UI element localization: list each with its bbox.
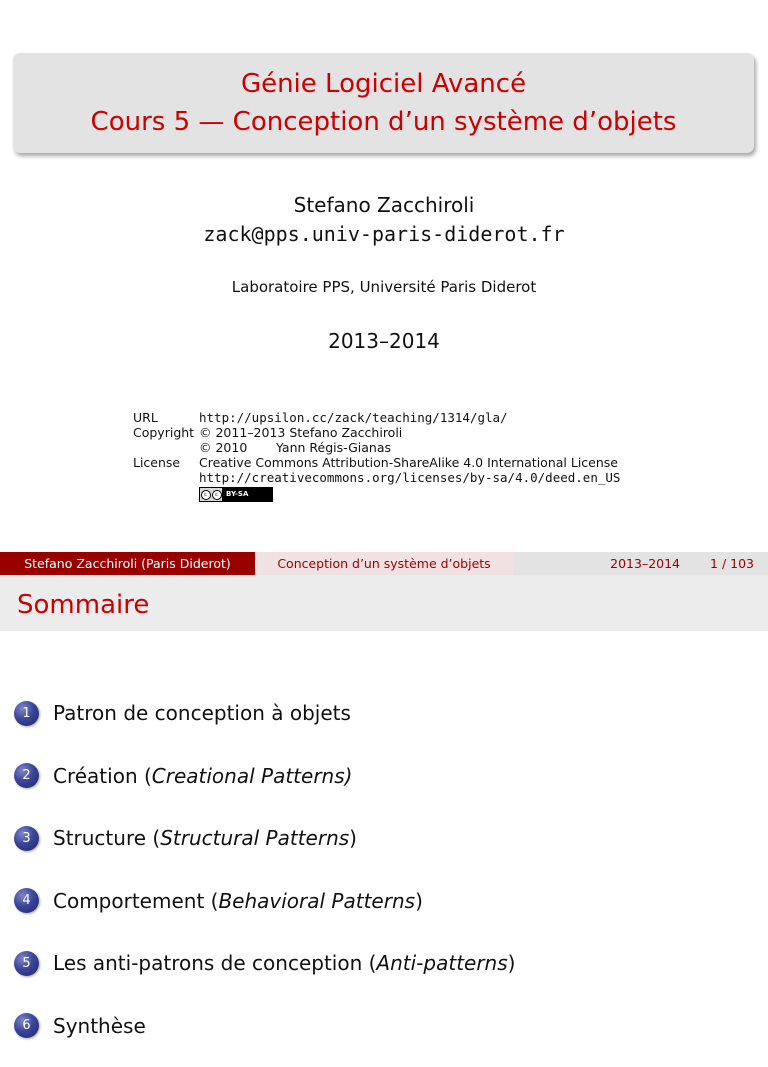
toc-text-italic: Creational Patterns) <box>151 763 353 788</box>
institution: Laboratoire PPS, Université Paris Diderot <box>231 278 537 296</box>
license-block <box>133 410 620 502</box>
url-link[interactable]: http://upsilon.cc/zack/teaching/1314/gla/ <box>199 410 508 425</box>
toc-item[interactable] <box>14 692 515 734</box>
title-line2: Cours 5 — Conception d’un système d’objets <box>90 107 677 137</box>
toc-item[interactable] <box>14 755 515 797</box>
toc-text-italic: Behavioral Patterns <box>218 888 416 913</box>
toc-text: Patron de conception à objets <box>53 701 351 725</box>
toc-text-after: ) <box>415 888 423 913</box>
section-number-ball: 2 <box>14 763 39 788</box>
copyright2-year: © 2010 <box>199 440 248 455</box>
footer-title: Conception d’un système d’objets <box>255 552 513 575</box>
section-number-ball: 4 <box>14 888 39 913</box>
license-row <box>133 455 620 470</box>
footer-year: 2013–2014 <box>610 556 681 571</box>
academic-year: 2013–2014 <box>328 329 440 353</box>
page-number: 1 / 103 <box>710 556 754 571</box>
license-name: Creative Commons Attribution-ShareAlike 4.0 International License <box>199 455 618 470</box>
toc-item[interactable] <box>14 880 515 922</box>
copyright-row <box>133 425 620 440</box>
url-row <box>133 410 620 425</box>
spacer <box>133 440 199 455</box>
toc-text-italic: Structural Patterns <box>160 826 350 850</box>
toc-text-after: ) <box>349 826 357 850</box>
footer-right <box>513 552 768 575</box>
frame-title-bar <box>0 575 768 631</box>
toc-item[interactable] <box>14 817 515 859</box>
cc-by-sa-badge[interactable] <box>199 487 273 502</box>
footer-author: Stefano Zacchiroli (Paris Diderot) <box>0 552 255 575</box>
table-of-contents <box>14 692 515 1067</box>
title-line1: Génie Logiciel Avancé <box>240 69 527 99</box>
author-email[interactable]: zack@pps.univ-paris-diderot.fr <box>203 222 565 246</box>
toc-text: Comportement ( <box>53 888 219 913</box>
toc-item[interactable] <box>14 1005 515 1047</box>
author-name: Stefano Zacchiroli <box>293 193 475 217</box>
toc-text: Création ( <box>53 763 152 788</box>
toc-text-after: ) <box>507 951 516 975</box>
slide-footer <box>0 552 768 575</box>
toc-text: Structure ( <box>53 826 161 850</box>
section-number-ball: 3 <box>14 826 39 851</box>
copyright2-name: Yann Régis-Gianas <box>276 440 392 455</box>
section-number-ball: 6 <box>14 1013 39 1038</box>
toc-item[interactable] <box>14 942 515 984</box>
toc-text-italic: Anti-patterns <box>376 951 508 975</box>
copyright-line1: © 2011–2013 Stefano Zacchiroli <box>199 425 403 440</box>
license-url-link[interactable]: http://creativecommons.org/licenses/by-sa/4.0/deed.en_US <box>199 470 621 485</box>
frame-title: Sommaire <box>17 590 150 620</box>
section-number-ball: 1 <box>14 701 39 726</box>
toc-text: Les anti-patrons de conception ( <box>53 951 377 975</box>
copyright-key: Copyright <box>133 425 195 440</box>
section-number-ball: 5 <box>14 951 39 976</box>
url-key: URL <box>133 410 158 425</box>
title-box <box>13 53 754 153</box>
license-url-row <box>133 470 620 485</box>
cc-icon: c c <box>200 488 222 501</box>
badge-label: BY-SA <box>226 490 249 498</box>
toc-text: Synthèse <box>53 1013 146 1038</box>
copyright-row-2 <box>133 440 620 455</box>
spacer <box>133 470 199 485</box>
license-key: License <box>133 455 181 470</box>
